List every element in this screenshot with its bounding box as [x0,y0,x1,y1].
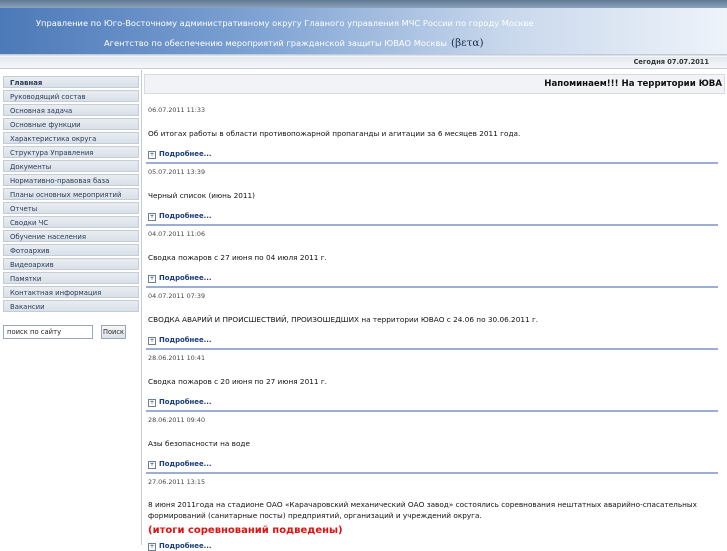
nav-item-contacts[interactable]: Контактная информация [3,286,139,298]
nav-item-video-archive[interactable]: Видеоархив [3,258,139,270]
header-title: Управление по Юго-Восточному административному округу Главного управления МЧС России по городу Москве [36,18,534,28]
header-subtitle-text: Агентство по обеспечению мероприятий гражданской защиты ЮВАО Москвы [104,38,447,48]
nav-item-plans[interactable]: Планы основных мероприятий [3,188,139,200]
nav-item-district-characteristics[interactable]: Характеристика округа [3,132,139,144]
news-date: 05.07.2011 13:39 [148,168,206,176]
search-input[interactable] [3,325,93,339]
nav-item-reports[interactable]: Отчеты [3,202,139,214]
nav-item-main-functions[interactable]: Основные функции [3,118,139,130]
nav-item-emergency-reports[interactable]: Сводки ЧС [3,216,139,228]
nav-item-vacancies[interactable]: Вакансии [3,300,139,312]
nav-item-structure[interactable]: Структура Управления [3,146,139,158]
read-more-label: Подробнее... [159,542,212,550]
news-title[interactable]: Азы безопасности на воде [148,439,250,448]
news-date: 04.07.2011 11:06 [148,230,206,238]
expand-plus-icon: + [149,461,155,468]
news-date: 28.06.2011 09:40 [148,416,206,424]
expand-plus-icon: + [149,151,155,158]
read-more-label: Подробнее... [159,274,212,282]
header-subtitle [104,37,484,49]
expand-plus-icon: + [149,543,155,550]
read-more-link[interactable] [148,336,212,345]
news-date: 27.06.2011 13:15 [148,478,206,486]
nav-item-population-training[interactable]: Обучение населения [3,230,139,242]
expand-plus-icon: + [149,275,155,282]
news-highlight: (итоги соревнований подведены) [148,525,343,536]
news-divider [146,410,718,412]
read-more-label: Подробнее... [159,336,212,344]
nav-item-leadership[interactable]: Руководящий состав [3,90,139,102]
news-divider [146,286,718,288]
news-date: 28.06.2011 10:41 [148,354,206,362]
read-more-link[interactable] [148,542,212,551]
news-title[interactable]: Черный список (июнь 2011) [148,191,255,200]
news-date: 06.07.2011 11:33 [148,106,206,114]
expand-plus-icon: + [149,337,155,344]
nav-item-photo-archive[interactable]: Фотоархив [3,244,139,256]
news-title[interactable]: Сводка пожаров с 20 июня по 27 июня 2011 г. [148,377,327,386]
sidebar-nav [3,76,139,314]
news-title[interactable]: Сводка пожаров с 27 июня по 04 июля 2011 г. [148,253,327,262]
nav-item-documents[interactable]: Документы [3,160,139,172]
read-more-link[interactable] [148,274,212,283]
today-date: Сегодня 07.07.2011 [633,58,709,66]
news-divider [146,472,718,474]
nav-item-legal-base[interactable]: Нормативно-правовая база [3,174,139,186]
nav-item-main-task[interactable]: Основная задача [3,104,139,116]
read-more-link[interactable] [148,150,212,159]
date-bar [0,57,727,69]
site-header [0,8,727,54]
news-date: 04.07.2011 07:39 [148,292,206,300]
reminder-text: Напоминаем!!! На территории ЮВА [544,79,722,89]
beta-label: (βετα) [450,37,484,49]
news-divider [146,348,718,350]
sidebar [0,70,142,545]
read-more-label: Подробнее... [159,460,212,468]
read-more-label: Подробнее... [159,212,212,220]
news-title[interactable]: СВОДКА АВАРИЙ И ПРОИСШЕСТВИЙ, ПРОИЗОШЕДШИХ на территории ЮВАО с 24.06 по 30.06.2011 г. [148,315,539,324]
news-divider [146,224,718,226]
reminder-ticker [144,74,725,94]
read-more-link[interactable] [148,460,212,469]
read-more-label: Подробнее... [159,398,212,406]
news-title[interactable]: Об итогах работы в области противопожарной пропаганды и агитации за 6 месяцев 2011 года. [148,129,521,138]
read-more-link[interactable] [148,398,212,407]
expand-plus-icon: + [149,213,155,220]
read-more-label: Подробнее... [159,150,212,158]
top-strip [0,0,727,8]
main-content [142,70,727,550]
expand-plus-icon: + [149,399,155,406]
news-title[interactable]: 8 июня 2011года на стадионе ОАО «Карачаровский механический ОАО завод» состоялись соревнования нештатных аварийно-спасательных формирований (санитарные посты) предприятий, организаций и учреждений округа. [148,500,697,520]
nav-item-memos[interactable]: Памятки [3,272,139,284]
read-more-link[interactable] [148,212,212,221]
nav-item-home[interactable]: Главная [3,76,139,88]
search-button[interactable]: Поиск [101,325,126,339]
news-divider [146,162,718,164]
